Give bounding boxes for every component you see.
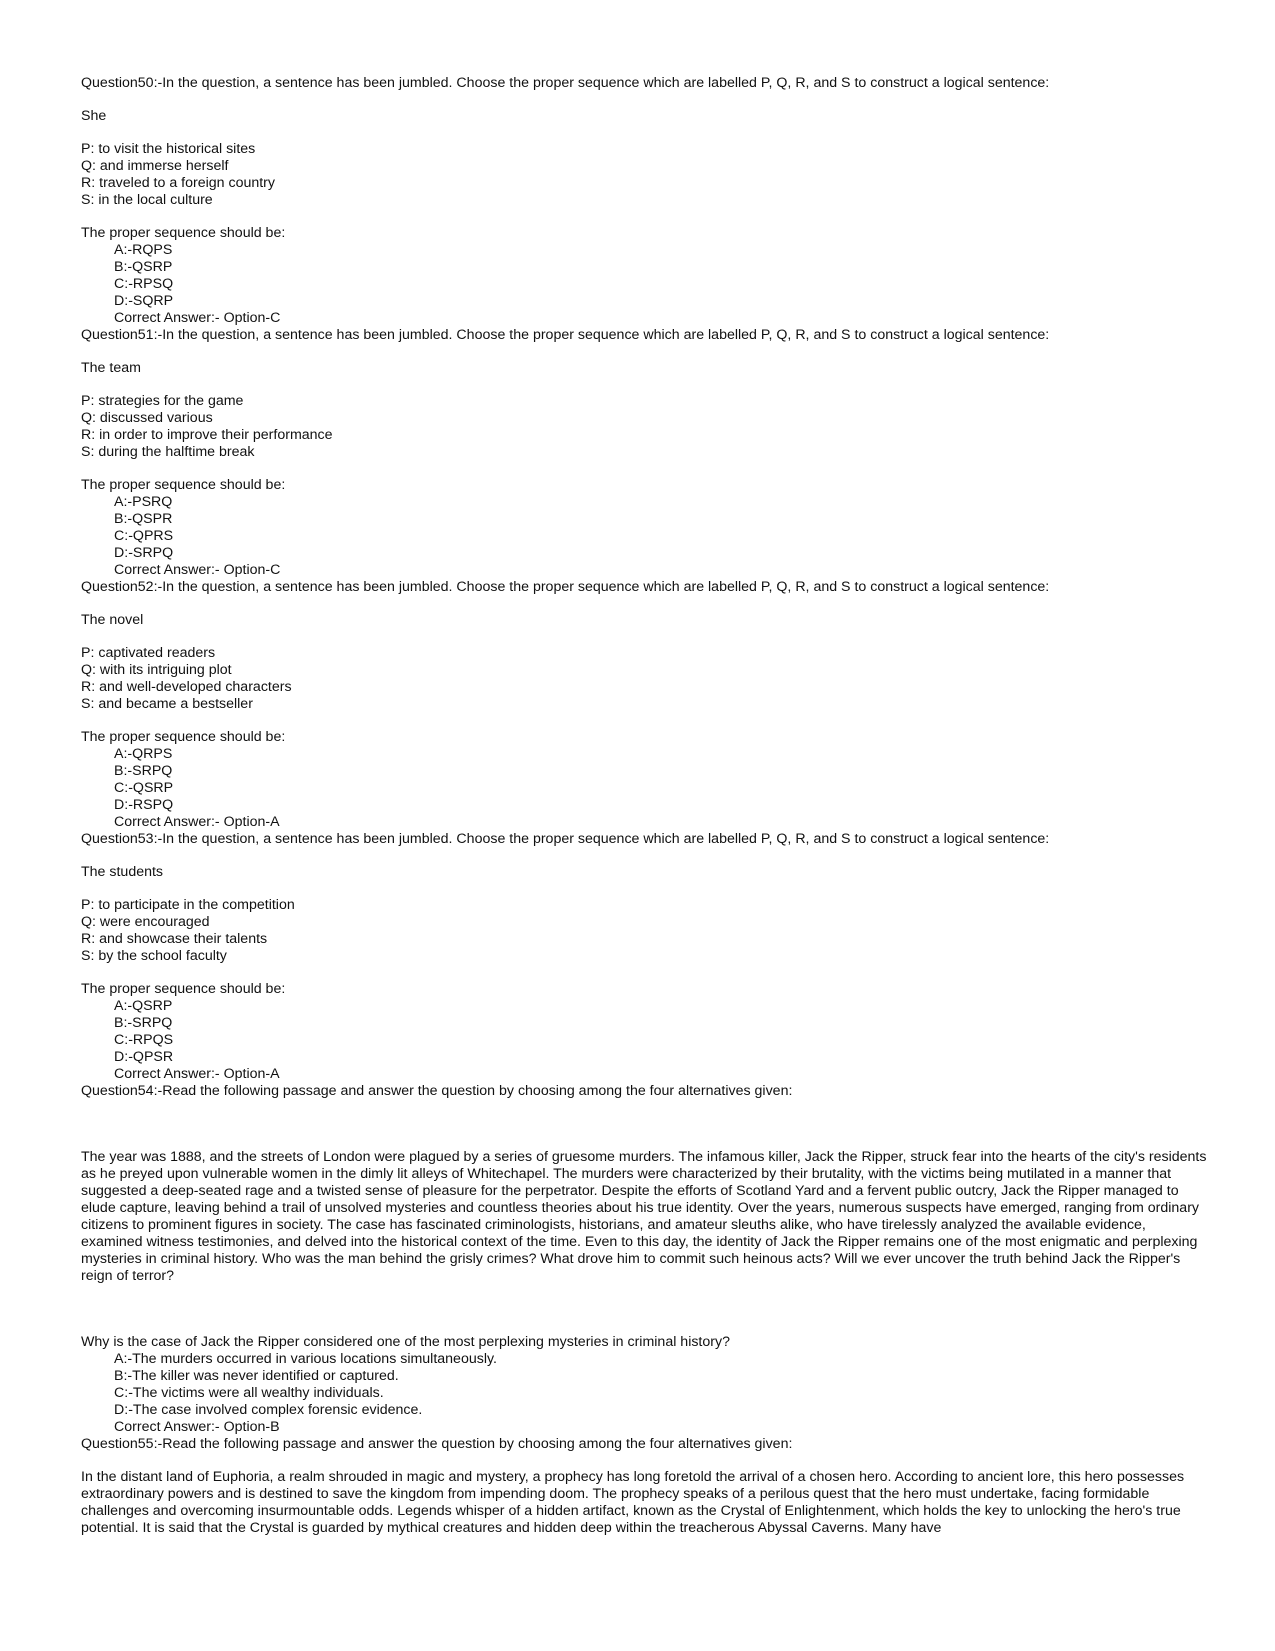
question-header: Question54:-Read the following passage and answer the question by choosing among the four alternatives given: — [81, 1083, 793, 1099]
option-a: A:-QRPS — [114, 746, 173, 762]
sequence-prompt: The proper sequence should be: — [81, 477, 286, 493]
jumbled-part-s: S: by the school faculty — [81, 948, 227, 964]
option-b: B:-SRPQ — [114, 763, 173, 779]
jumbled-part-q: Q: with its intriguing plot — [81, 662, 232, 678]
option-b: B:-The killer was never identified or captured. — [114, 1368, 399, 1384]
jumbled-part-q: Q: and immerse herself — [81, 158, 229, 174]
jumbled-part-p: P: strategies for the game — [81, 393, 244, 409]
question-header: Question53:-In the question, a sentence has been jumbled. Choose the proper sequence which are labelled P, Q, R, and S to construct a logical sentence: — [81, 831, 1050, 847]
question-header: Question51:-In the question, a sentence has been jumbled. Choose the proper sequence which are labelled P, Q, R, and S to construct a logical sentence: — [81, 327, 1050, 343]
jumbled-part-s: S: and became a bestseller — [81, 696, 253, 712]
option-a: A:-QSRP — [114, 998, 173, 1014]
option-a: A:-The murders occurred in various locations simultaneously. — [114, 1351, 497, 1367]
question-53 — [81, 831, 1211, 1083]
option-c: C:-QPRS — [114, 528, 174, 544]
option-b: B:-QSRP — [114, 259, 173, 275]
option-d: D:-SQRP — [114, 293, 174, 309]
sequence-prompt: The proper sequence should be: — [81, 729, 286, 745]
option-c: C:-QSRP — [114, 780, 174, 796]
option-a: A:-RQPS — [114, 242, 173, 258]
jumbled-part-q: Q: discussed various — [81, 410, 213, 426]
jumbled-part-r: R: traveled to a foreign country — [81, 175, 275, 191]
jumbled-part-r: R: and showcase their talents — [81, 931, 268, 947]
sentence-stem: She — [81, 108, 107, 124]
jumbled-part-s: S: during the halftime break — [81, 444, 255, 460]
question-50 — [81, 75, 1211, 327]
option-c: C:-RPSQ — [114, 276, 174, 292]
option-c: C:-The victims were all wealthy individuals. — [114, 1385, 384, 1401]
question-55 — [81, 1436, 1211, 1537]
correct-answer: Correct Answer:- Option-C — [114, 310, 281, 326]
correct-answer: Correct Answer:- Option-A — [114, 1066, 280, 1082]
question-header: Question52:-In the question, a sentence has been jumbled. Choose the proper sequence which are labelled P, Q, R, and S to construct a logical sentence: — [81, 579, 1050, 595]
jumbled-part-p: P: captivated readers — [81, 645, 216, 661]
sequence-prompt: The proper sequence should be: — [81, 981, 286, 997]
option-c: C:-RPQS — [114, 1032, 174, 1048]
option-b: B:-SRPQ — [114, 1015, 173, 1031]
reading-passage: The year was 1888, and the streets of London were plagued by a series of gruesome murders. The infamous killer, Jack the Ripper, struck fear into the hearts of the city's residents as he preyed upon vulnerable women in the dimly lit alleys of Whitechapel. The murders were characterized by their brutality, with the victims being mutilated in a manner that suggested a deep-seated rage and a twisted sense of pleasure for the perpetrator. Despite the efforts of Scotland Yard and a fervent public outcry, Jack the Ripper managed to elude capture, leaving behind a trail of unsolved mysteries and countless theories about his true identity. Over the years, numerous suspects have emerged, ranging from ordinary citizens to prominent figures in society. The case has fascinated criminologists, historians, and amateur sleuths alike, who have tirelessly analyzed the available evidence, examined witness testimonies, and delved into the historical context of the time. Even to this day, the identity of Jack the Ripper remains one of the most enigmatic and perplexing mysteries in criminal history. Who was the man behind the grisly crimes? What drove him to commit such heinous acts? Will we ever uncover the truth behind Jack the Ripper's reign of terror? — [81, 1149, 1207, 1284]
question-header: Question50:-In the question, a sentence has been jumbled. Choose the proper sequence which are labelled P, Q, R, and S to construct a logical sentence: — [81, 75, 1050, 91]
jumbled-part-p: P: to visit the historical sites — [81, 141, 256, 157]
correct-answer: Correct Answer:- Option-B — [114, 1419, 280, 1435]
question-51 — [81, 327, 1211, 579]
option-a: A:-PSRQ — [114, 494, 173, 510]
sentence-stem: The students — [81, 864, 164, 880]
option-b: B:-QSPR — [114, 511, 173, 527]
option-d: D:-The case involved complex forensic evidence. — [114, 1402, 423, 1418]
jumbled-part-r: R: and well-developed characters — [81, 679, 292, 695]
option-d: D:-RSPQ — [114, 797, 174, 813]
question-header: Question55:-Read the following passage and answer the question by choosing among the four alternatives given: — [81, 1436, 793, 1452]
sentence-stem: The team — [81, 360, 141, 376]
sentence-stem: The novel — [81, 612, 144, 628]
option-d: D:-SRPQ — [114, 545, 174, 561]
correct-answer: Correct Answer:- Option-A — [114, 814, 280, 830]
jumbled-part-p: P: to participate in the competition — [81, 897, 295, 913]
question-document — [81, 75, 1211, 1537]
question-text: Why is the case of Jack the Ripper considered one of the most perplexing mysteries in criminal history? — [81, 1334, 730, 1350]
sequence-prompt: The proper sequence should be: — [81, 225, 286, 241]
reading-passage: In the distant land of Euphoria, a realm shrouded in magic and mystery, a prophecy has long foretold the arrival of a chosen hero. According to ancient lore, this hero possesses extraordinary powers and is destined to save the kingdom from impending doom. The prophecy speaks of a perilous quest that the hero must undertake, facing formidable challenges and overcoming insurmountable odds. Legends whisper of a hidden artifact, known as the Crystal of Enlightenment, which holds the key to unlocking the hero's true potential. It is said that the Crystal is guarded by mythical creatures and hidden deep within the treacherous Abyssal Caverns. Many have — [81, 1469, 1185, 1536]
question-54 — [81, 1083, 1211, 1436]
question-52 — [81, 579, 1211, 831]
correct-answer: Correct Answer:- Option-C — [114, 562, 281, 578]
option-d: D:-QPSR — [114, 1049, 174, 1065]
jumbled-part-r: R: in order to improve their performance — [81, 427, 333, 443]
jumbled-part-q: Q: were encouraged — [81, 914, 210, 930]
jumbled-part-s: S: in the local culture — [81, 192, 213, 208]
